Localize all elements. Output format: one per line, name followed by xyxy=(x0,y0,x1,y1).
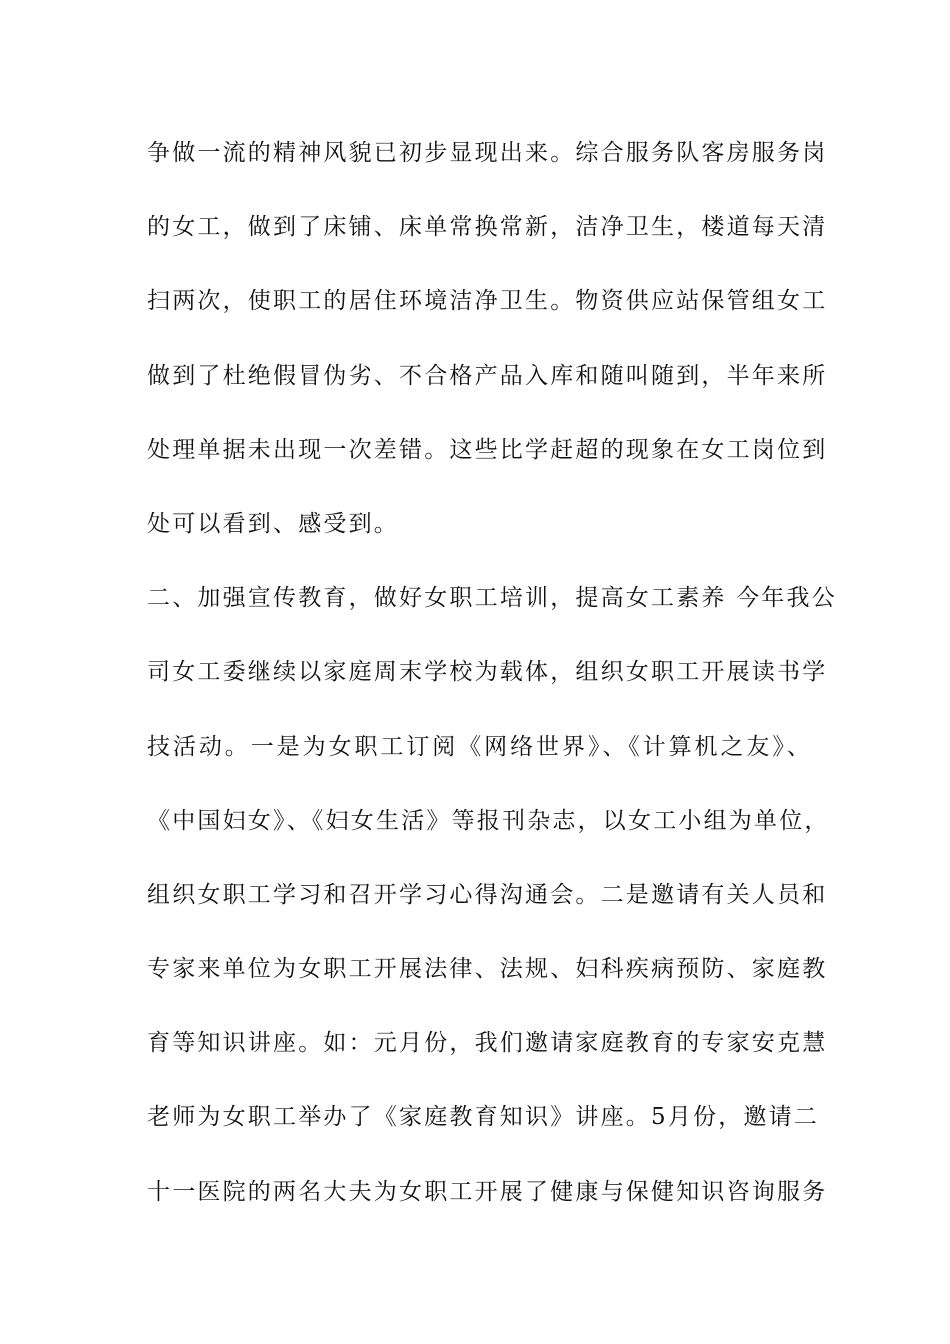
body-text xyxy=(147,128,837,1241)
text-line: 十一医院的两名大夫为女职工开展了健康与保健知识咨询服务 xyxy=(147,1178,828,1205)
text-line: 处理单据未出现一次差错。这些比学赶超的现象在女工岗位到 xyxy=(147,436,828,463)
text-line: 老师为女职工举办了《家庭教育知识》讲座。5月份，邀请二 xyxy=(147,1104,820,1131)
text-line: 处可以看到、感受到。 xyxy=(147,510,399,537)
text-line: 扫两次，使职工的居住环境洁净卫生。物资供应站保管组女工 xyxy=(147,288,828,315)
text-line: 司女工委继续以家庭周末学校为载体，组织女职工开展读书学 xyxy=(147,659,828,686)
section-heading-line: 二、加强宣传教育，做好女职工培训，提高女工素养 今年我公 xyxy=(147,585,837,612)
text-line: 的女工，做到了床铺、床单常换常新，洁净卫生，楼道每天清 xyxy=(147,214,828,241)
text-line: 育等知识讲座。如：元月份，我们邀请家庭教育的专家安克慧 xyxy=(147,1030,828,1057)
text-line: 组织女职工学习和召开学习心得沟通会。二是邀请有关人员和 xyxy=(147,881,828,908)
text-line: 专家来单位为女职工开展法律、法规、妇科疾病预防、家庭教 xyxy=(147,956,828,983)
text-line: 做到了杜绝假冒伪劣、不合格产品入库和随叫随到，半年来所 xyxy=(147,362,828,389)
text-line: 争做一流的精神风貌已初步显现出来。综合服务队客房服务岗 xyxy=(147,140,828,166)
text-line: 技活动。一是为女职工订阅《网络世界》、《计算机之友》、 xyxy=(147,733,812,760)
text-line: 《中国妇女》、《妇女生活》等报刊杂志，以女工小组为单位， xyxy=(147,807,830,834)
